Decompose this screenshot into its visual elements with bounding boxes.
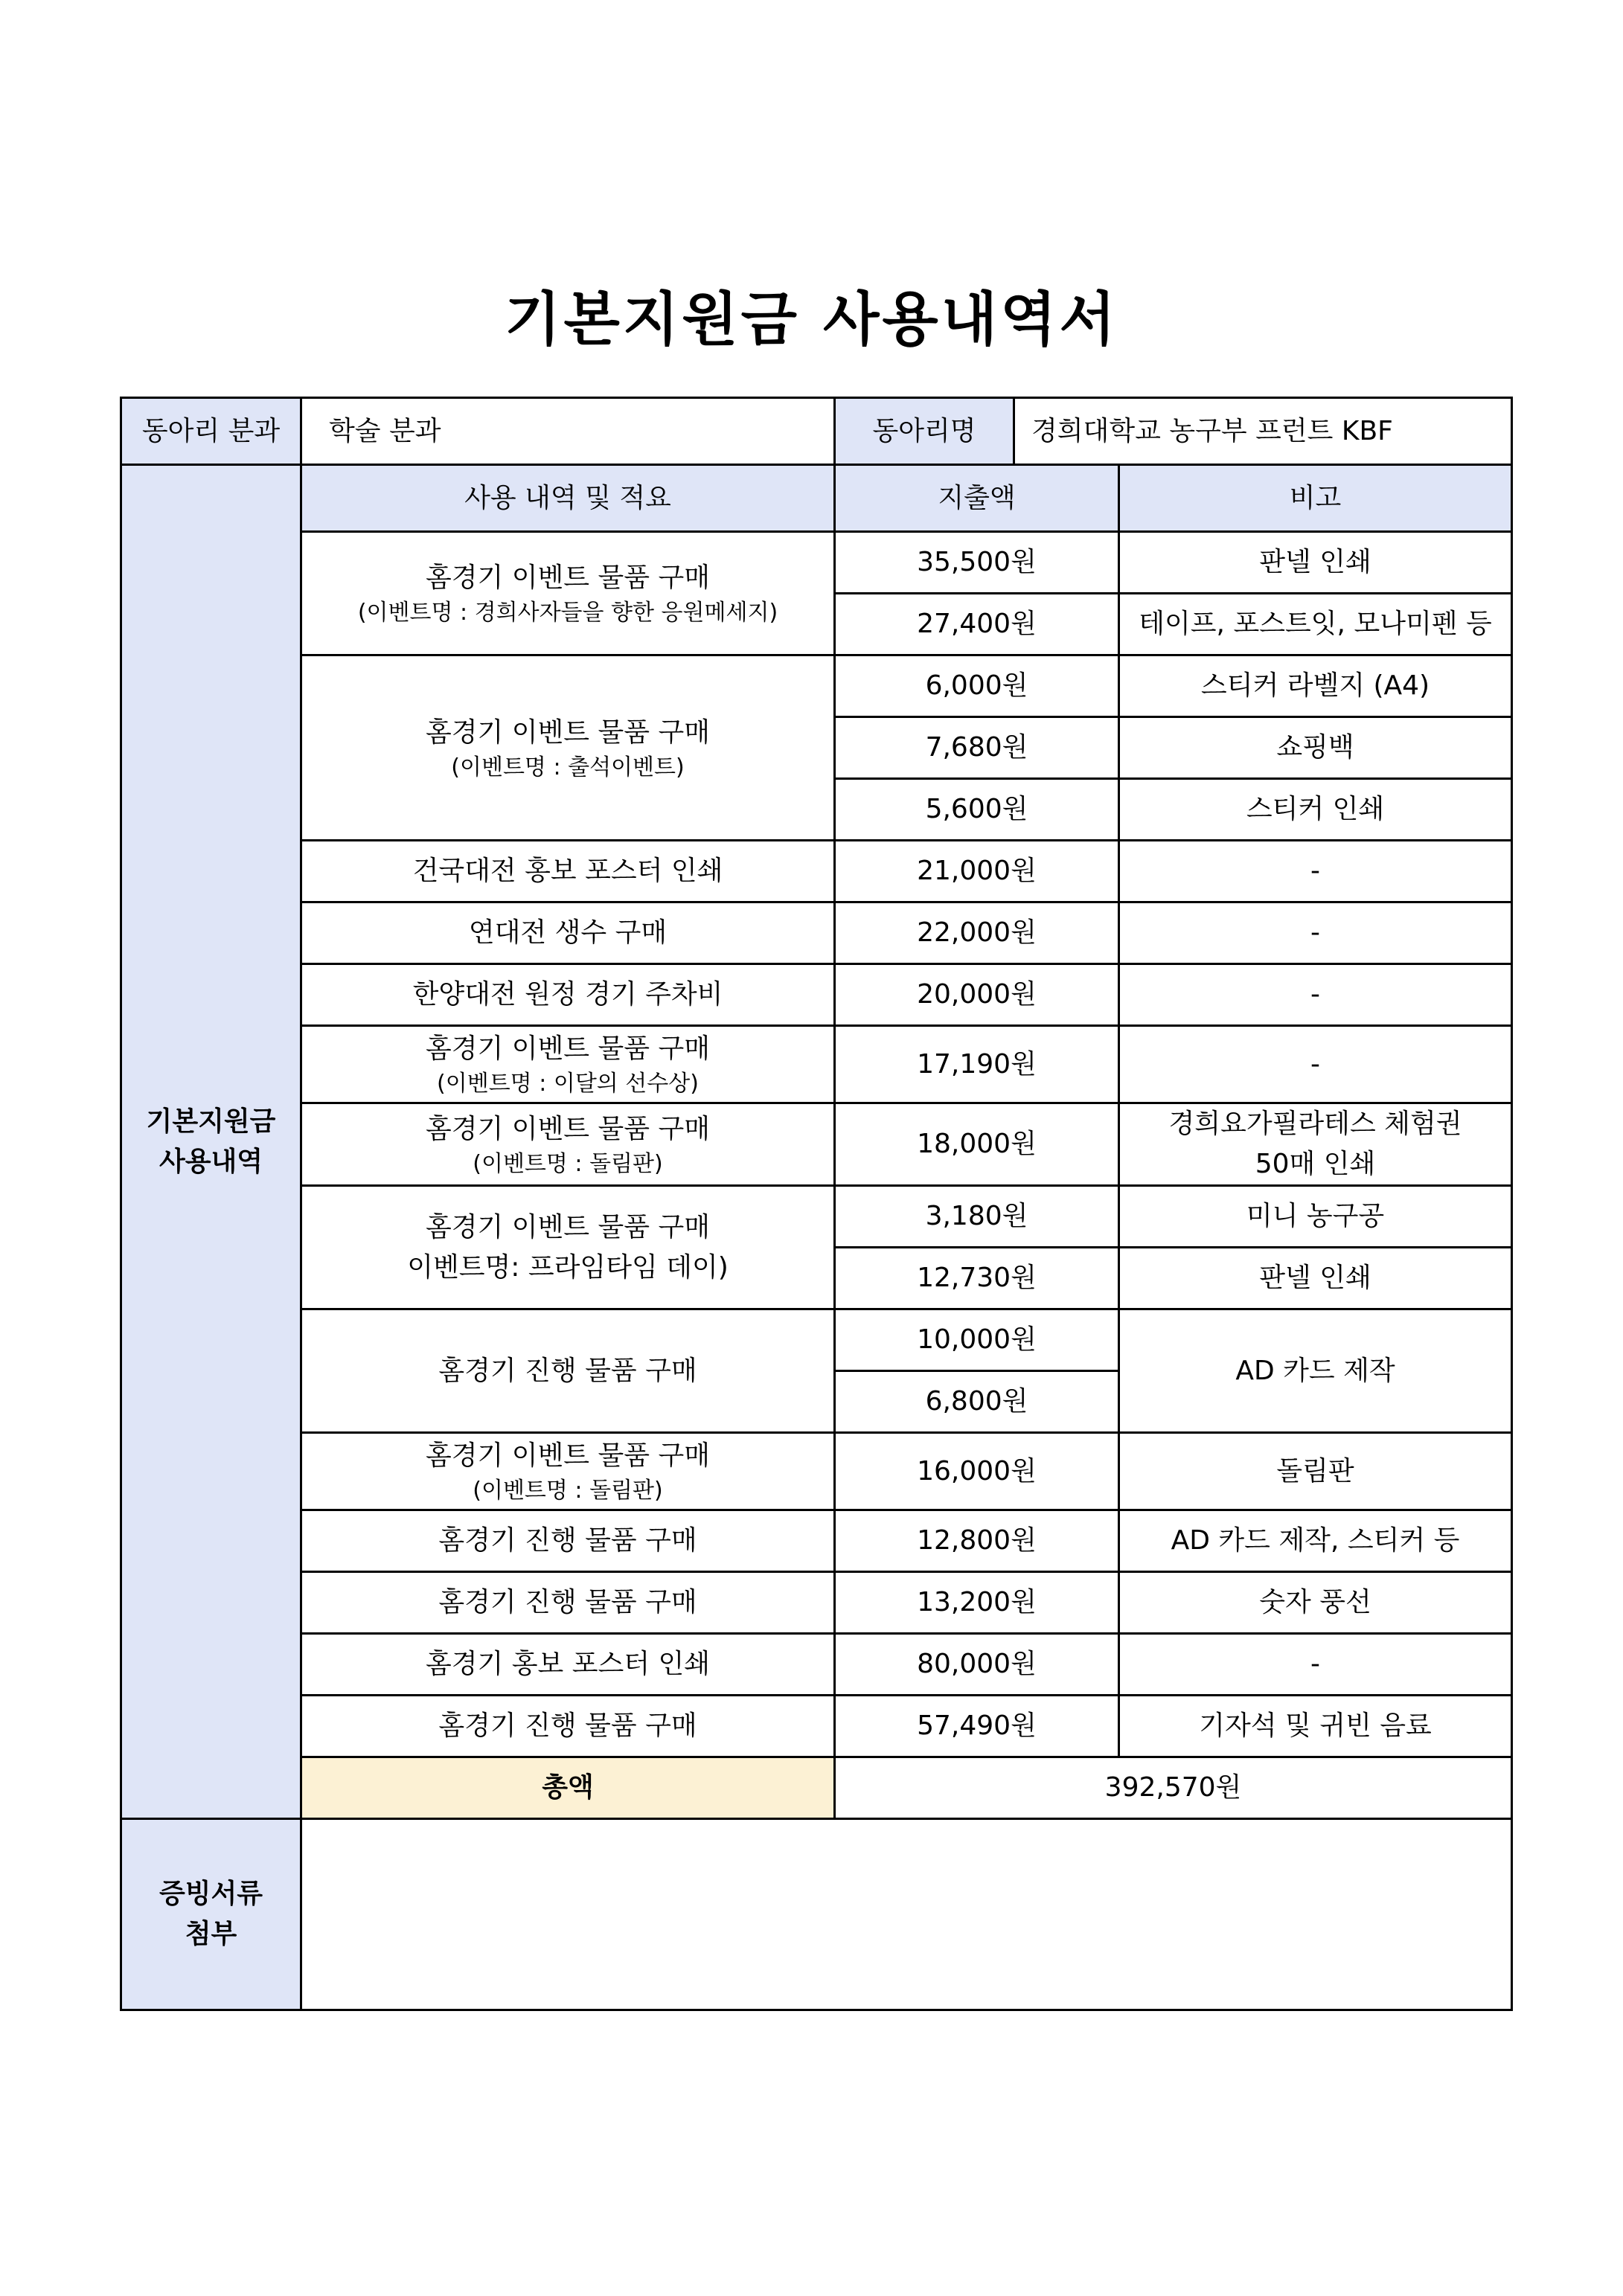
expense-note-line-2: 50매 인쇄	[1255, 1149, 1376, 1179]
section-label-line-1: 기본지원금	[146, 1106, 276, 1137]
expense-note-line-1: 숫자 풍선	[1259, 1587, 1371, 1617]
expense-description	[301, 532, 835, 655]
column-header-note: 비고	[1119, 465, 1512, 532]
expense-event-name: (이벤트명 : 출석이벤트)	[451, 754, 685, 780]
expense-description	[301, 655, 835, 841]
expense-event-name: (이벤트명 : 경희사자들을 향한 응원메세지)	[357, 600, 778, 626]
expense-title: 홈경기 진행 물품 구매	[438, 1355, 697, 1386]
expense-note	[1119, 902, 1512, 964]
expense-note-line-1: 판넬 인쇄	[1259, 547, 1371, 577]
expense-amount: 7,680원	[835, 717, 1119, 779]
expense-note	[1119, 594, 1512, 655]
expense-amount: 5,600원	[835, 779, 1119, 841]
expense-description	[301, 1103, 835, 1186]
expense-amount: 6,000원	[835, 655, 1119, 717]
page-title: 기본지원금 사용내역서	[505, 286, 1118, 353]
expense-note-line-1: AD 카드 제작, 스티커 등	[1171, 1525, 1460, 1556]
expense-note-line-1: 돌림판	[1276, 1455, 1354, 1487]
expense-note	[1119, 655, 1512, 717]
expense-note-line-1: 스티커 라벨지 (A4)	[1200, 670, 1430, 701]
expense-note	[1119, 1103, 1512, 1186]
attachment-area	[301, 1819, 1512, 2010]
expense-amount: 20,000원	[835, 964, 1119, 1026]
expense-description	[301, 841, 835, 902]
expense-amount: 22,000원	[835, 902, 1119, 964]
expense-row	[121, 1103, 1512, 1186]
expense-title: 홈경기 홍보 포스터 인쇄	[425, 1649, 711, 1679]
expense-report-table	[120, 397, 1513, 2011]
expense-row	[121, 964, 1512, 1026]
expense-description	[301, 1186, 835, 1309]
expense-note	[1119, 1634, 1512, 1696]
total-row	[121, 1757, 1512, 1819]
expense-amount: 12,730원	[835, 1248, 1119, 1309]
expense-row	[121, 1309, 1512, 1371]
expense-amount: 35,500원	[835, 532, 1119, 594]
expense-row	[121, 841, 1512, 902]
expense-note	[1119, 1572, 1512, 1634]
expense-amount: 6,800원	[835, 1371, 1119, 1433]
expense-title: 홈경기 이벤트 물품 구매	[425, 1033, 711, 1065]
expense-title: 홈경기 이벤트 물품 구매	[425, 716, 711, 748]
expense-description	[301, 1572, 835, 1634]
expense-amount: 18,000원	[835, 1103, 1119, 1186]
expense-title: 홈경기 진행 물품 구매	[438, 1525, 697, 1556]
expense-note-line-1: 미니 농구공	[1246, 1201, 1385, 1231]
column-header-row	[121, 465, 1512, 532]
expense-note-line-1: 경희요가필라테스 체험권	[1168, 1109, 1462, 1139]
expense-title: 홈경기 이벤트 물품 구매	[425, 562, 711, 594]
expense-note-line-1: -	[1310, 1649, 1320, 1679]
expense-note-line-1: -	[1310, 979, 1320, 1010]
expense-amount: 57,490원	[835, 1696, 1119, 1757]
expense-note	[1119, 964, 1512, 1026]
expense-description	[301, 1510, 835, 1572]
expense-title-line-2: 이벤트명: 프라임타임 데이)	[407, 1251, 729, 1283]
expense-note	[1119, 532, 1512, 594]
expense-title: 홈경기 이벤트 물품 구매	[425, 1211, 711, 1242]
expense-amount: 17,190원	[835, 1026, 1119, 1103]
expense-note	[1119, 717, 1512, 779]
expense-description	[301, 1309, 835, 1433]
column-header-amount: 지출액	[835, 465, 1119, 532]
expense-row	[121, 532, 1512, 594]
attachment-row	[121, 1819, 1512, 2010]
column-header-description: 사용 내역 및 적요	[301, 465, 835, 532]
info-row	[121, 398, 1512, 465]
expense-row	[121, 902, 1512, 964]
expense-note	[1119, 1510, 1512, 1572]
expense-title: 홈경기 진행 물품 구매	[438, 1710, 697, 1741]
expense-description	[301, 1696, 835, 1757]
expense-note-line-1: -	[1310, 1048, 1320, 1080]
section-label-cell	[121, 465, 301, 1819]
expense-row	[121, 655, 1512, 717]
expense-note-line-1: 테이프, 포스트잇, 모나미펜 등	[1139, 609, 1492, 639]
expense-event-name: (이벤트명 : 이달의 선수상)	[437, 1071, 699, 1097]
expense-note: AD 카드 제작	[1119, 1309, 1512, 1433]
expense-description	[301, 964, 835, 1026]
club-name-label: 동아리명	[835, 398, 1014, 465]
expense-row	[121, 1186, 1512, 1248]
expense-note	[1119, 841, 1512, 902]
expense-description	[301, 1433, 835, 1510]
expense-description	[301, 902, 835, 964]
expense-row	[121, 1026, 1512, 1103]
expense-note-line-1: 스티커 인쇄	[1246, 794, 1385, 824]
expense-note-line-1: 쇼핑백	[1276, 732, 1354, 763]
expense-note	[1119, 1433, 1512, 1510]
section-label-line-2: 사용내역	[159, 1146, 263, 1177]
expense-title: 홈경기 이벤트 물품 구매	[425, 1440, 711, 1472]
total-value: 392,570원	[835, 1757, 1512, 1819]
expense-description	[301, 1634, 835, 1696]
expense-amount: 16,000원	[835, 1433, 1119, 1510]
expense-note	[1119, 1186, 1512, 1248]
expense-amount: 80,000원	[835, 1634, 1119, 1696]
expense-amount: 10,000원	[835, 1309, 1119, 1371]
attachment-label-cell	[121, 1819, 301, 2010]
expense-note-line-1: -	[1310, 917, 1320, 948]
attachment-label-line-1: 증빙서류	[159, 1879, 263, 1909]
expense-event-name: (이벤트명 : 돌림판)	[473, 1150, 663, 1177]
expense-row	[121, 1572, 1512, 1634]
expense-row	[121, 1510, 1512, 1572]
expense-title: 연대전 생수 구매	[468, 917, 668, 948]
expense-row	[121, 1696, 1512, 1757]
club-category-value: 학술 분과	[301, 398, 835, 465]
expense-amount: 21,000원	[835, 841, 1119, 902]
expense-title: 건국대전 홍보 포스터 인쇄	[412, 856, 723, 886]
total-label: 총액	[301, 1757, 835, 1819]
expense-note-line-1: 판넬 인쇄	[1259, 1263, 1371, 1293]
expense-note	[1119, 1696, 1512, 1757]
expense-note	[1119, 1248, 1512, 1309]
expense-title: 홈경기 진행 물품 구매	[438, 1587, 697, 1617]
expense-amount: 3,180원	[835, 1186, 1119, 1248]
expense-description	[301, 1026, 835, 1103]
expense-row	[121, 1634, 1512, 1696]
expense-row	[121, 1433, 1512, 1510]
attachment-label-line-2: 첨부	[185, 1919, 237, 1949]
expense-note	[1119, 779, 1512, 841]
expense-title: 한양대전 원정 경기 주차비	[412, 979, 723, 1010]
expense-note-line-1: 기자석 및 귀빈 음료	[1199, 1710, 1432, 1741]
expense-note	[1119, 1026, 1512, 1103]
expense-event-name: (이벤트명 : 돌림판)	[473, 1478, 663, 1504]
club-category-label: 동아리 분과	[121, 398, 301, 465]
club-name-value: 경희대학교 농구부 프런트 KBF	[1014, 398, 1512, 465]
expense-amount: 27,400원	[835, 594, 1119, 655]
expense-amount: 12,800원	[835, 1510, 1119, 1572]
expense-amount: 13,200원	[835, 1572, 1119, 1634]
expense-title: 홈경기 이벤트 물품 구매	[425, 1113, 711, 1144]
expense-note-line-1: -	[1310, 856, 1320, 886]
